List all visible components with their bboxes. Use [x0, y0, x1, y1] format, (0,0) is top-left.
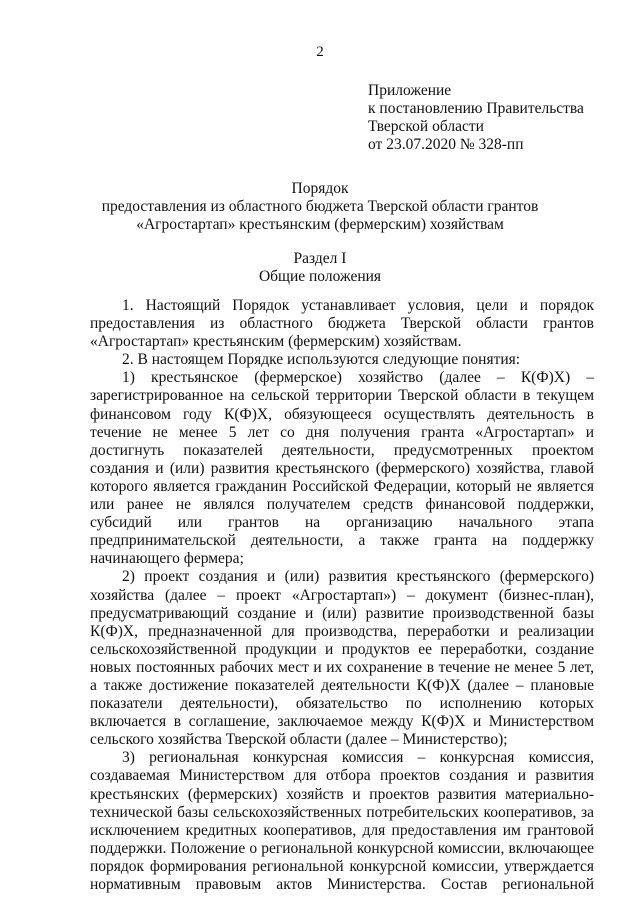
appendix-line: Приложение [368, 82, 452, 99]
title-line: Порядок [291, 180, 349, 197]
page-number: 2 [316, 44, 324, 60]
appendix-line: Тверской области [368, 118, 484, 135]
section-name: Общие положения [258, 268, 382, 285]
title-line: «Агростартап» крестьянским (фермерским) хозяйствам [136, 216, 504, 233]
section-heading [0, 250, 640, 286]
appendix-date-line: от 23.07.2020 № 328-пп [368, 136, 524, 153]
appendix-header [368, 82, 584, 154]
paragraph: 1. Настоящий Порядок устанавливает условия, цели и порядок предоставления из областного бюджета Тверской области грантов «Агростартап» крестьянским (фермерским) хозяйствам. [90, 297, 594, 351]
document-body [90, 297, 594, 894]
appendix-line: к постановлению Правительства [368, 100, 584, 117]
paragraph: 3) региональная конкурсная комиссия – конкурсная комиссия, создаваемая Министерством для отбора проектов создания и развития крестьянских (фермерских) хозяйств и проектов развития материально-технической базы сельскохозяйственных потребительских кооперативов, за исключением кредитных кооперативов, для предоставления им грантовой поддержки. Положение о региональной конкурсной комиссии, включающее порядок формирования региональной конкурсной комиссии, утверждается нормативным правовым актов Министерства. Состав региональной [90, 749, 594, 893]
paragraph: 1) крестьянское (фермерское) хозяйство (далее – К(Ф)Х) – зарегистрированное на сельской территории Тверской области в текущем финансовом году К(Ф)Х, обязующееся осуществлять деятельность в течение не менее 5 лет со дня получения гранта «Агростартап» и достигнуть показателей деятельности, предусмотренных проектом создания и (или) развития крестьянского (фермерского) хозяйства, главой которого является гражданин Российской Федерации, который не является или ранее не являлся получателем средств финансовой поддержки, субсидий или грантов на организацию начального этапа предпринимательской деятельности, а также гранта на поддержку начинающего фермера; [90, 369, 594, 568]
paragraph: 2) проект создания и (или) развития крестьянского (фермерского) хозяйства (далее – проект «Агростартап») – документ (бизнес-план), предусматривающий создание и (или) развитие производственной базы К(Ф)Х, предназначенной для производства, переработки и реализации сельскохозяйственной продукции и продуктов ее переработки, создание новых постоянных рабочих мест и их сохранение в течение не менее 5 лет, а также достижение показателей деятельности К(Ф)Х (далее – плановые показатели деятельности), обязательство по исполнению которых включается в соглашение, заключаемое между К(Ф)Х и Министерством сельского хозяйства Тверской области (далее – Министерство); [90, 568, 594, 749]
paragraph: 2. В настоящем Порядке используются следующие понятия: [122, 351, 521, 369]
document-title [0, 180, 640, 234]
section-number: Раздел I [293, 250, 347, 267]
title-line: предоставления из областного бюджета Тверской области грантов [101, 198, 539, 215]
